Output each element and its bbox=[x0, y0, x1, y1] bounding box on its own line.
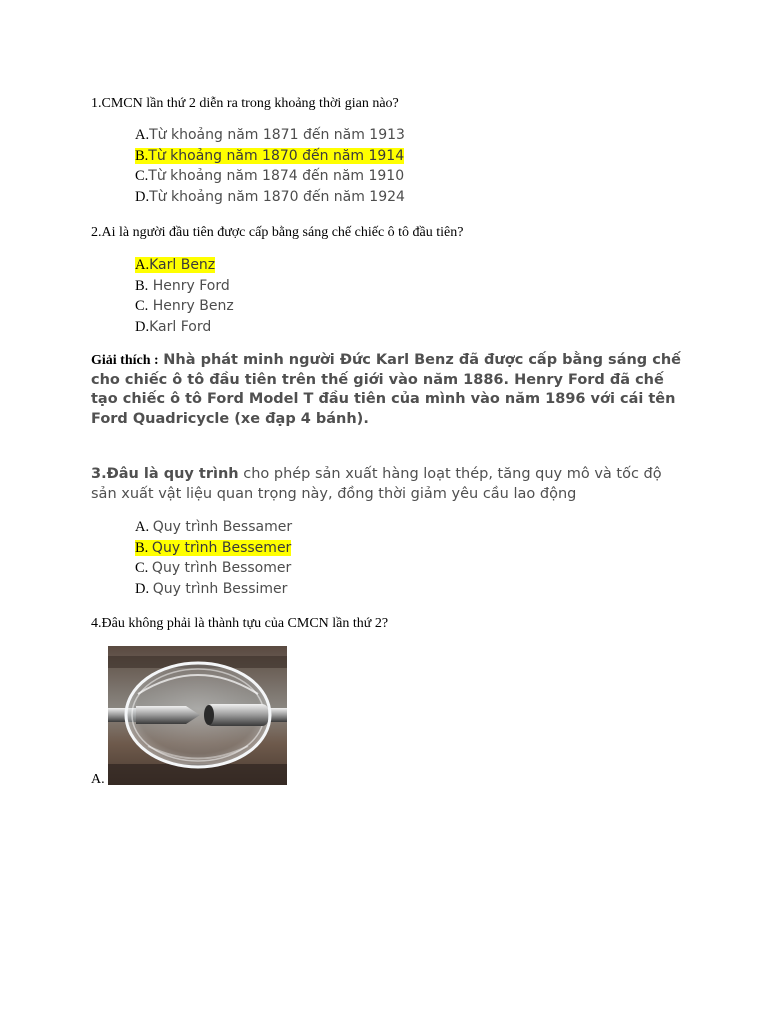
question-1: 1.CMCN lần thứ 2 diễn ra trong khoảng thời gian nào? bbox=[91, 96, 399, 111]
answer-highlight: B.Từ khoảng năm 1870 đến năm 1914 bbox=[135, 147, 405, 164]
q2-option-b: B. Henry Ford bbox=[135, 277, 230, 294]
q2-option-c: C. Henry Benz bbox=[135, 298, 234, 315]
question-1-options bbox=[135, 125, 405, 207]
answer-highlight: B. Quy trình Bessemer bbox=[135, 539, 292, 556]
q3-option-c: C. Quy trình Bessomer bbox=[135, 560, 292, 577]
q1-option-d: D.Từ khoảng năm 1870 đến năm 1924 bbox=[135, 188, 405, 205]
q3-option-a: A. Quy trình Bessamer bbox=[135, 519, 293, 535]
q1-option-a: A.Từ khoảng năm 1871 đến năm 1913 bbox=[135, 127, 405, 143]
explanation-paragraph bbox=[91, 351, 691, 429]
q4-option-a-label: A. bbox=[91, 772, 105, 787]
xenon-lamp-image bbox=[108, 646, 287, 785]
q1-option-b bbox=[135, 146, 405, 167]
q1-option-c: C.Từ khoảng năm 1874 đến năm 1910 bbox=[135, 168, 405, 185]
explanation-label: Giải thích : bbox=[91, 353, 159, 368]
q2-option-d: D.Karl Ford bbox=[135, 318, 212, 335]
q3-option-b bbox=[135, 538, 292, 559]
q2-option-a bbox=[135, 255, 234, 276]
question-3 bbox=[91, 464, 691, 504]
question-3-rest: cho phép sản xuất hàng loạt thép, tăng quy mô và tốc độ sản xuất vật liệu quan trọng này, đồng thời giảm yêu cầu lao động bbox=[91, 466, 662, 502]
question-3-bold: 3.Đâu là quy trình bbox=[91, 466, 239, 482]
question-2-options bbox=[135, 255, 234, 337]
explanation-text: Nhà phát minh người Đức Karl Benz đã được cấp bằng sáng chế cho chiếc ô tô đầu tiên trên thế giới vào năm 1886. Henry Ford đã chế tạo chiếc ô tô Ford Model T đầu tiên của mình vào năm 1896 với cái tên Ford Quadricycle (xe đạp 4 bánh). bbox=[91, 352, 681, 427]
answer-highlight: A.Karl Benz bbox=[135, 257, 216, 273]
question-4: 4.Đâu không phải là thành tựu của CMCN lần thứ 2? bbox=[91, 616, 389, 631]
q3-option-d: D. Quy trình Bessimer bbox=[135, 580, 288, 597]
question-2: 2.Ai là người đầu tiên được cấp bằng sáng chế chiếc ô tô đầu tiên? bbox=[91, 225, 464, 240]
question-3-options bbox=[135, 517, 292, 599]
